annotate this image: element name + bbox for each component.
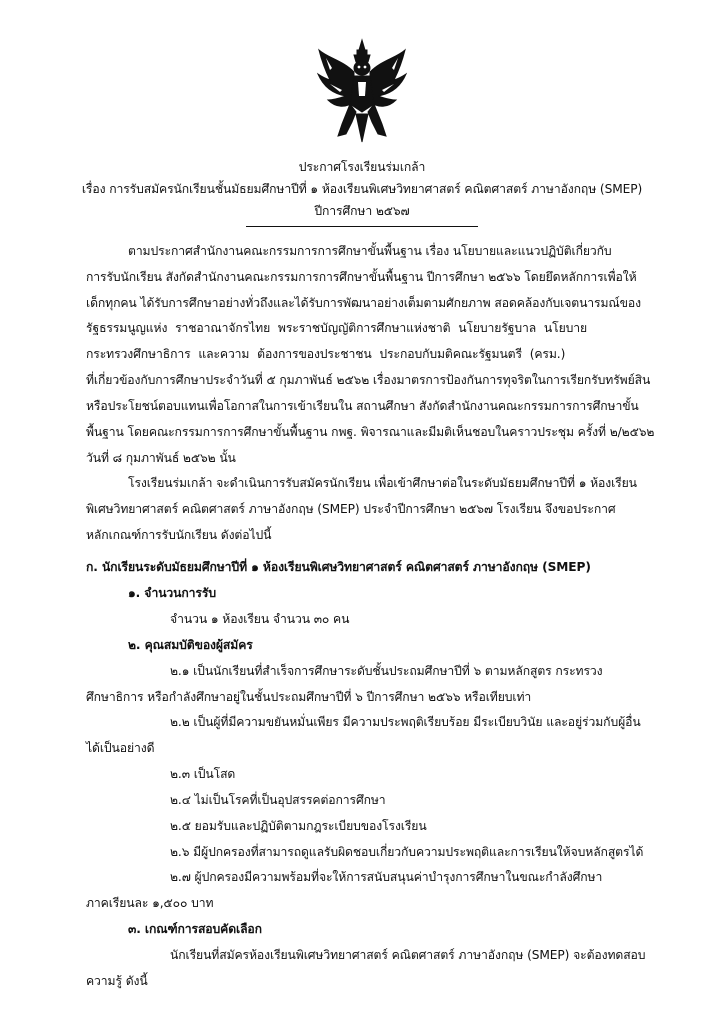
qualification-item: ๒.๗ ผู้ปกครองมีความพร้อมที่จะให้การสนับสนุนค่าบำรุงการศึกษาในขณะกำลังศึกษา bbox=[170, 870, 603, 884]
subsection-title: ๒. คุณสมบัติของผู้สมัคร bbox=[128, 638, 253, 652]
qualification-item: ๒.๕ ยอมรับและปฏิบัติตามกฎระเบียบของโรงเรียน bbox=[170, 819, 427, 833]
paragraph-line: พื้นฐาน โดยคณะกรรมการการศึกษาขั้นพื้นฐาน กพฐ. พิจารณาและมีมติเห็นชอบในคราวประชุม ครั้งที่ ๒/๒๕๖๒ bbox=[86, 425, 655, 439]
paragraph-line: กระทรวงศึกษาธิการ และความ ต้องการของประชาชน ประกอบกับมติคณะรัฐมนตรี (ครม.) bbox=[86, 347, 566, 361]
qualification-item: ภาคเรียนละ ๑,๕๐๐ บาท bbox=[86, 896, 214, 910]
paragraph-line: วันที่ ๘ กุมภาพันธ์ ๒๕๖๒ นั้น bbox=[86, 451, 236, 465]
subsection-title: ๑. จำนวนการรับ bbox=[128, 586, 216, 600]
paragraph-line: ตามประกาศสำนักงานคณะกรรมการการศึกษาขั้นพื้นฐาน เรื่อง นโยบายและแนวปฏิบัติเกี่ยวกับ bbox=[128, 244, 612, 258]
announcement-subject: เรื่อง การรับสมัครนักเรียนชั้นมัธยมศึกษาปีที่ ๑ ห้องเรียนพิเศษวิทยาศาสตร์ คณิตศาสตร์ ภาษาอังกฤษ (SMEP) bbox=[81, 182, 643, 196]
paragraph-line: การรับนักเรียน สังกัดสำนักงานคณะกรรมการการศึกษาขั้นพื้นฐาน ปีการศึกษา ๒๕๖๖ โดยยึดหลักการเพื่อให้ bbox=[86, 270, 637, 284]
paragraph-line: หรือประโยชน์ตอบแทนเพื่อโอกาสในการเข้าเรียนใน สถานศึกษา สังกัดสำนักงานคณะกรรมการการศึกษาขั้น bbox=[86, 399, 639, 413]
qualification-item: ๒.๓ เป็นโสด bbox=[170, 767, 236, 781]
paragraph-line: หลักเกณฑ์การรับนักเรียน ดังต่อไปนี้ bbox=[86, 528, 272, 542]
announcement-title: ประกาศโรงเรียนร่มเกล้า bbox=[298, 160, 426, 174]
academic-year: ปีการศึกษา ๒๕๖๗ bbox=[314, 204, 410, 218]
garuda-emblem-icon bbox=[316, 38, 408, 146]
qualification-item: ศึกษาธิการ หรือกำลังศึกษาอยู่ในชั้นประถมศึกษาปีที่ ๖ ปีการศึกษา ๒๕๖๖ หรือเทียบเท่า bbox=[86, 690, 532, 704]
qualification-item: ๒.๖ มีผู้ปกครองที่สามารถดูแลรับผิดชอบเกี่ยวกับความประพฤติและการเรียนให้จบหลักสูตรได้ bbox=[170, 845, 644, 859]
paragraph-line: พิเศษวิทยาศาสตร์ คณิตศาสตร์ ภาษาอังกฤษ (SMEP) ประจำปีการศึกษา ๒๕๖๗ โรงเรียน จึงขอประกาศ bbox=[86, 502, 616, 516]
qualification-item: ได้เป็นอย่างดี bbox=[86, 741, 155, 755]
paragraph-line: ความรู้ ดังนี้ bbox=[86, 974, 148, 988]
section-heading: ก. นักเรียนระดับมัธยมศึกษาปีที่ ๑ ห้องเรียนพิเศษวิทยาศาสตร์ คณิตศาสตร์ ภาษาอังกฤษ (SMEP) bbox=[86, 560, 591, 574]
qualification-item: ๒.๑ เป็นนักเรียนที่สำเร็จการศึกษาระดับชั้นประถมศึกษาปีที่ ๖ ตามหลักสูตร กระทรวง bbox=[170, 664, 603, 678]
paragraph-line: เด็กทุกคน ได้รับการศึกษาอย่างทั่วถึงและได้รับการพัฒนาอย่างเต็มตามศักยภาพ สอดคล้องกับเจตนารมณ์ของ bbox=[86, 296, 641, 310]
paragraph-line: ที่เกี่ยวข้องกับการศึกษาประจำวันที่ ๕ กุมภาพันธ์ ๒๕๖๒ เรื่องมาตรการป้องกันการทุจริตในการเรียกรับทรัพย์สิน bbox=[86, 373, 651, 387]
paragraph-line: นักเรียนที่สมัครห้องเรียนพิเศษวิทยาศาสตร์ คณิตศาสตร์ ภาษาอังกฤษ (SMEP) จะต้องทดสอบ bbox=[170, 948, 646, 962]
subsection-title: ๓. เกณฑ์การสอบคัดเลือก bbox=[128, 922, 262, 936]
qualification-item: ๒.๒ เป็นผู้ที่มีความขยันหมั่นเพียร มีความประพฤติเรียบร้อย มีระเบียบวินัย และอยู่ร่วมกับผู้อื่น bbox=[170, 715, 641, 729]
paragraph-line: รัฐธรรมนูญแห่ง ราชอาณาจักรไทย พระราชบัญญัติการศึกษาแห่งชาติ นโยบายรัฐบาล นโยบาย bbox=[86, 321, 588, 335]
paragraph-line: โรงเรียนร่มเกล้า จะดำเนินการรับสมัครนักเรียน เพื่อเข้าศึกษาต่อในระดับมัธยมศึกษาปีที่ ๑ ห้องเรียน bbox=[128, 476, 637, 490]
qualification-item: ๒.๔ ไม่เป็นโรคที่เป็นอุปสรรคต่อการศึกษา bbox=[170, 793, 386, 807]
admission-count: จำนวน ๑ ห้องเรียน จำนวน ๓๐ คน bbox=[170, 612, 350, 626]
header-divider bbox=[246, 226, 478, 227]
